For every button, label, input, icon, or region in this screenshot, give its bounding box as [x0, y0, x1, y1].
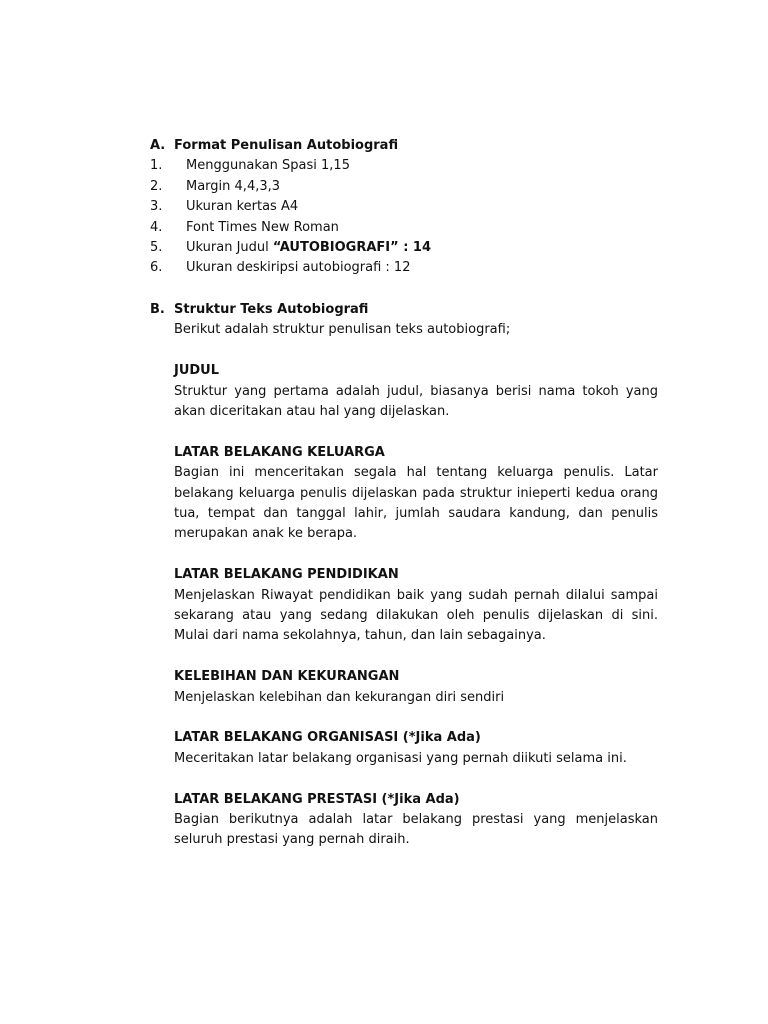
- structure-block-prestasi: [174, 790, 658, 851]
- block-heading: LATAR BELAKANG KELUARGA: [174, 444, 385, 460]
- list-item-number: 3.: [150, 199, 163, 215]
- section-struktur-teks: [150, 300, 658, 851]
- list-item-text: Margin 4,4,3,3: [186, 178, 281, 194]
- section-a-title: Format Penulisan Autobiografi: [174, 138, 399, 153]
- list-item: [150, 156, 634, 176]
- list-item: [150, 218, 634, 238]
- list-item-number: 5.: [150, 240, 163, 256]
- block-heading: LATAR BELAKANG PENDIDIKAN: [174, 567, 399, 583]
- list-item: [150, 197, 634, 217]
- list-item-text: Ukuran deskiripsi autobiografi : 12: [186, 260, 411, 276]
- list-item-text: Font Times New Roman: [186, 219, 339, 235]
- list-item: [150, 238, 634, 258]
- section-a-letter: A.: [150, 138, 166, 153]
- format-list: [150, 156, 634, 278]
- list-item: [150, 258, 634, 278]
- section-b-letter: B.: [150, 302, 165, 317]
- block-heading: LATAR BELAKANG PRESTASI (*Jika Ada): [174, 791, 460, 807]
- list-item-text: Ukuran kertas A4: [186, 199, 299, 215]
- list-item-number: 6.: [150, 260, 163, 276]
- structure-block-organisasi: [174, 728, 658, 769]
- structure-block-judul: [174, 361, 658, 422]
- block-heading: JUDUL: [174, 363, 220, 379]
- list-item-text: Menggunakan Spasi 1,15: [186, 158, 350, 174]
- block-body: Struktur yang pertama adalah judul, biasanya berisi nama tokoh yang akan diceritakan atau hal yang dijelaskan.: [174, 383, 658, 420]
- block-body: Menjelaskan Riwayat pendidikan baik yang sudah pernah dilalui sampai sekarang atau yang sedang dilakukan oleh penulis dijelaskan di sini. Mulai dari nama sekolahnya, tahun, dan lain sebagainya.: [174, 587, 658, 644]
- list-item-text: [186, 238, 634, 258]
- list-item-text-prefix: Ukuran Judul: [186, 240, 273, 256]
- block-body: Bagian berikutnya adalah latar belakang prestasi yang menjelaskan seluruh prestasi yang pernah diraih.: [174, 812, 658, 848]
- list-item-number: 1.: [150, 158, 163, 174]
- list-item-number: 2.: [150, 178, 163, 194]
- section-b-heading: [150, 300, 658, 320]
- block-body: Meceritakan latar belakang organisasi yang pernah diikuti selama ini.: [174, 750, 627, 766]
- section-format-penulisan: [150, 136, 658, 279]
- section-b-intro: Berikut adalah struktur penulisan teks autobiografi;: [174, 322, 511, 338]
- structure-block-pendidikan: [174, 565, 658, 647]
- section-a-heading: [150, 136, 658, 156]
- structure-block-keluarga: [174, 443, 658, 545]
- list-item-text-bold: “AUTOBIOGRAFI” : 14: [272, 240, 432, 256]
- list-item-number: 4.: [150, 219, 163, 235]
- block-body: Bagian ini menceritakan segala hal tentang keluarga penulis. Latar belakang keluarga penulis dijelaskan pada struktur inieperti kedua orang tua, tempat dan tanggal lahir, jumlah saudara kandung, dan penulis merupakan anak ke berapa.: [174, 465, 658, 542]
- section-b-title: Struktur Teks Autobiografi: [174, 302, 369, 317]
- block-heading: KELEBIHAN DAN KEKURANGAN: [174, 669, 400, 685]
- structure-block-kelebihan: [174, 667, 658, 708]
- list-item: [150, 177, 634, 197]
- block-heading: LATAR BELAKANG ORGANISASI (*Jika Ada): [174, 730, 481, 746]
- block-body: Menjelaskan kelebihan dan kekurangan diri sendiri: [174, 689, 505, 705]
